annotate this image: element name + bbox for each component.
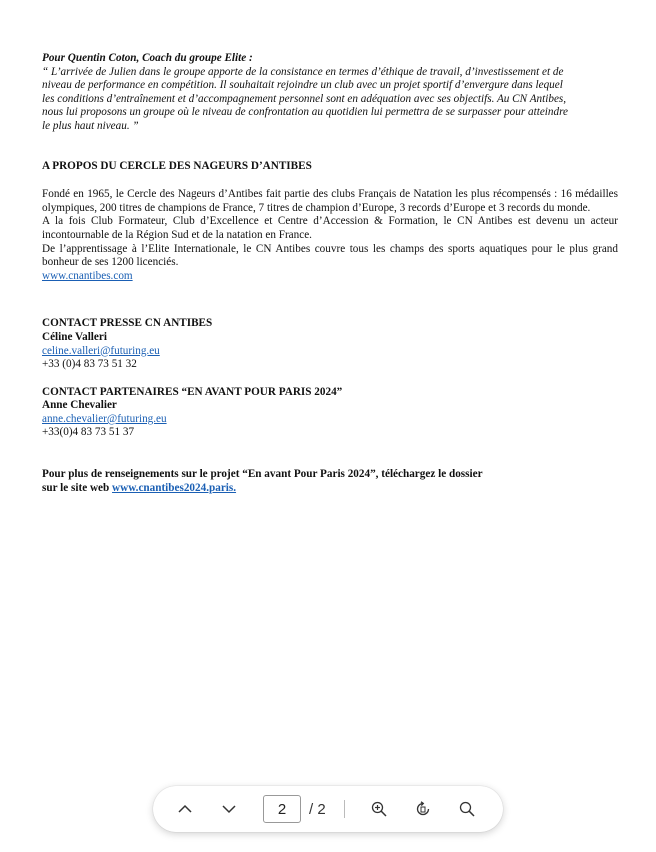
quote-line: niveau de performance en compétition. Il souhaitait rejoindre un club avec un projet sportif d’envergure dans lequel: [42, 79, 563, 92]
chevron-up-icon: [177, 801, 193, 817]
next-page-button[interactable]: [207, 791, 251, 827]
footer-note-prefix: sur le site web: [42, 481, 113, 494]
website-link[interactable]: www.cnantibes.com: [42, 269, 133, 282]
search-icon: [459, 801, 475, 817]
contact-press: [42, 317, 618, 371]
contact-press-name: Céline Valleri: [42, 330, 107, 343]
footer-note-line1: Pour plus de renseignements sur le projet “En avant Pour Paris 2024”, téléchargez le dossier: [42, 468, 483, 481]
page-number-input[interactable]: 2: [263, 795, 301, 823]
contact-press-title: CONTACT PRESSE CN ANTIBES: [42, 317, 213, 330]
about-section: [42, 188, 618, 283]
zoom-in-icon: [371, 801, 387, 817]
pdf-toolbar: [153, 786, 503, 832]
contact-partners-email[interactable]: anne.chevalier@futuring.eu: [42, 412, 167, 425]
footer-note-line2: [42, 482, 618, 496]
toolbar-divider: [344, 800, 345, 818]
contact-partners-title: CONTACT PARTENAIRES “EN AVANT POUR PARIS 2024”: [42, 385, 343, 398]
about-paragraph: A la fois Club Formateur, Club d’Excellence et Centre d’Accession & Formation, le CN Antibes est devenu un acteur incontournable de la Région Sud et de la natation en France.: [42, 215, 618, 241]
contact-press-email[interactable]: celine.valleri@futuring.eu: [42, 344, 160, 357]
about-title: A PROPOS DU CERCLE DES NAGEURS D’ANTIBES: [42, 159, 312, 172]
quote-line: nous lui proposons un groupe où le niveau de confrontation au quotidien lui permettra de se surpasser pour atteindre: [42, 106, 568, 119]
search-button[interactable]: [445, 791, 489, 827]
page-total: / 2: [309, 800, 326, 818]
contact-partners: [42, 386, 618, 440]
chevron-down-icon: [221, 801, 237, 817]
quote-heading: Pour Quentin Coton, Coach du groupe Elite :: [42, 52, 253, 64]
about-paragraph: Fondé en 1965, le Cercle des Nageurs d’Antibes fait partie des clubs Français de Natation les plus récompensés : 16 médailles olympiques, 200 titres de champions de France, 7 titres de champion d’Europe, 3 records d’Europe et 3 records du monde.: [42, 188, 618, 214]
previous-page-button[interactable]: [163, 791, 207, 827]
about-paragraph: De l’apprentissage à l’Elite Internationale, le CN Antibes couvre tous les champs des sports aquatiques pour le plus grand bonheur de ses 1200 licenciés.: [42, 242, 618, 269]
quote-line: “ L’arrivée de Julien dans le groupe apporte de la consistance en termes d’éthique de travail, d’investissement et de: [42, 65, 564, 78]
rotate-icon: [415, 801, 431, 817]
rotate-button[interactable]: [401, 791, 445, 827]
zoom-in-button[interactable]: [357, 791, 401, 827]
footer-note: [42, 468, 618, 495]
coach-quote: [42, 52, 618, 134]
contact-press-phone: +33 (0)4 83 73 51 32: [42, 358, 137, 371]
project-website-link[interactable]: www.cnantibes2024.paris.: [112, 481, 237, 494]
contact-partners-phone: +33(0)4 83 73 51 37: [42, 426, 135, 439]
quote-line: les conditions d’entraînement et d’accompagnement personnel sont en adéquation avec ses objectifs. Au CN Antibes,: [42, 92, 567, 105]
quote-line: le plus haut niveau. ”: [42, 119, 139, 132]
contact-partners-name: Anne Chevalier: [42, 399, 117, 412]
document-page: [42, 52, 618, 495]
